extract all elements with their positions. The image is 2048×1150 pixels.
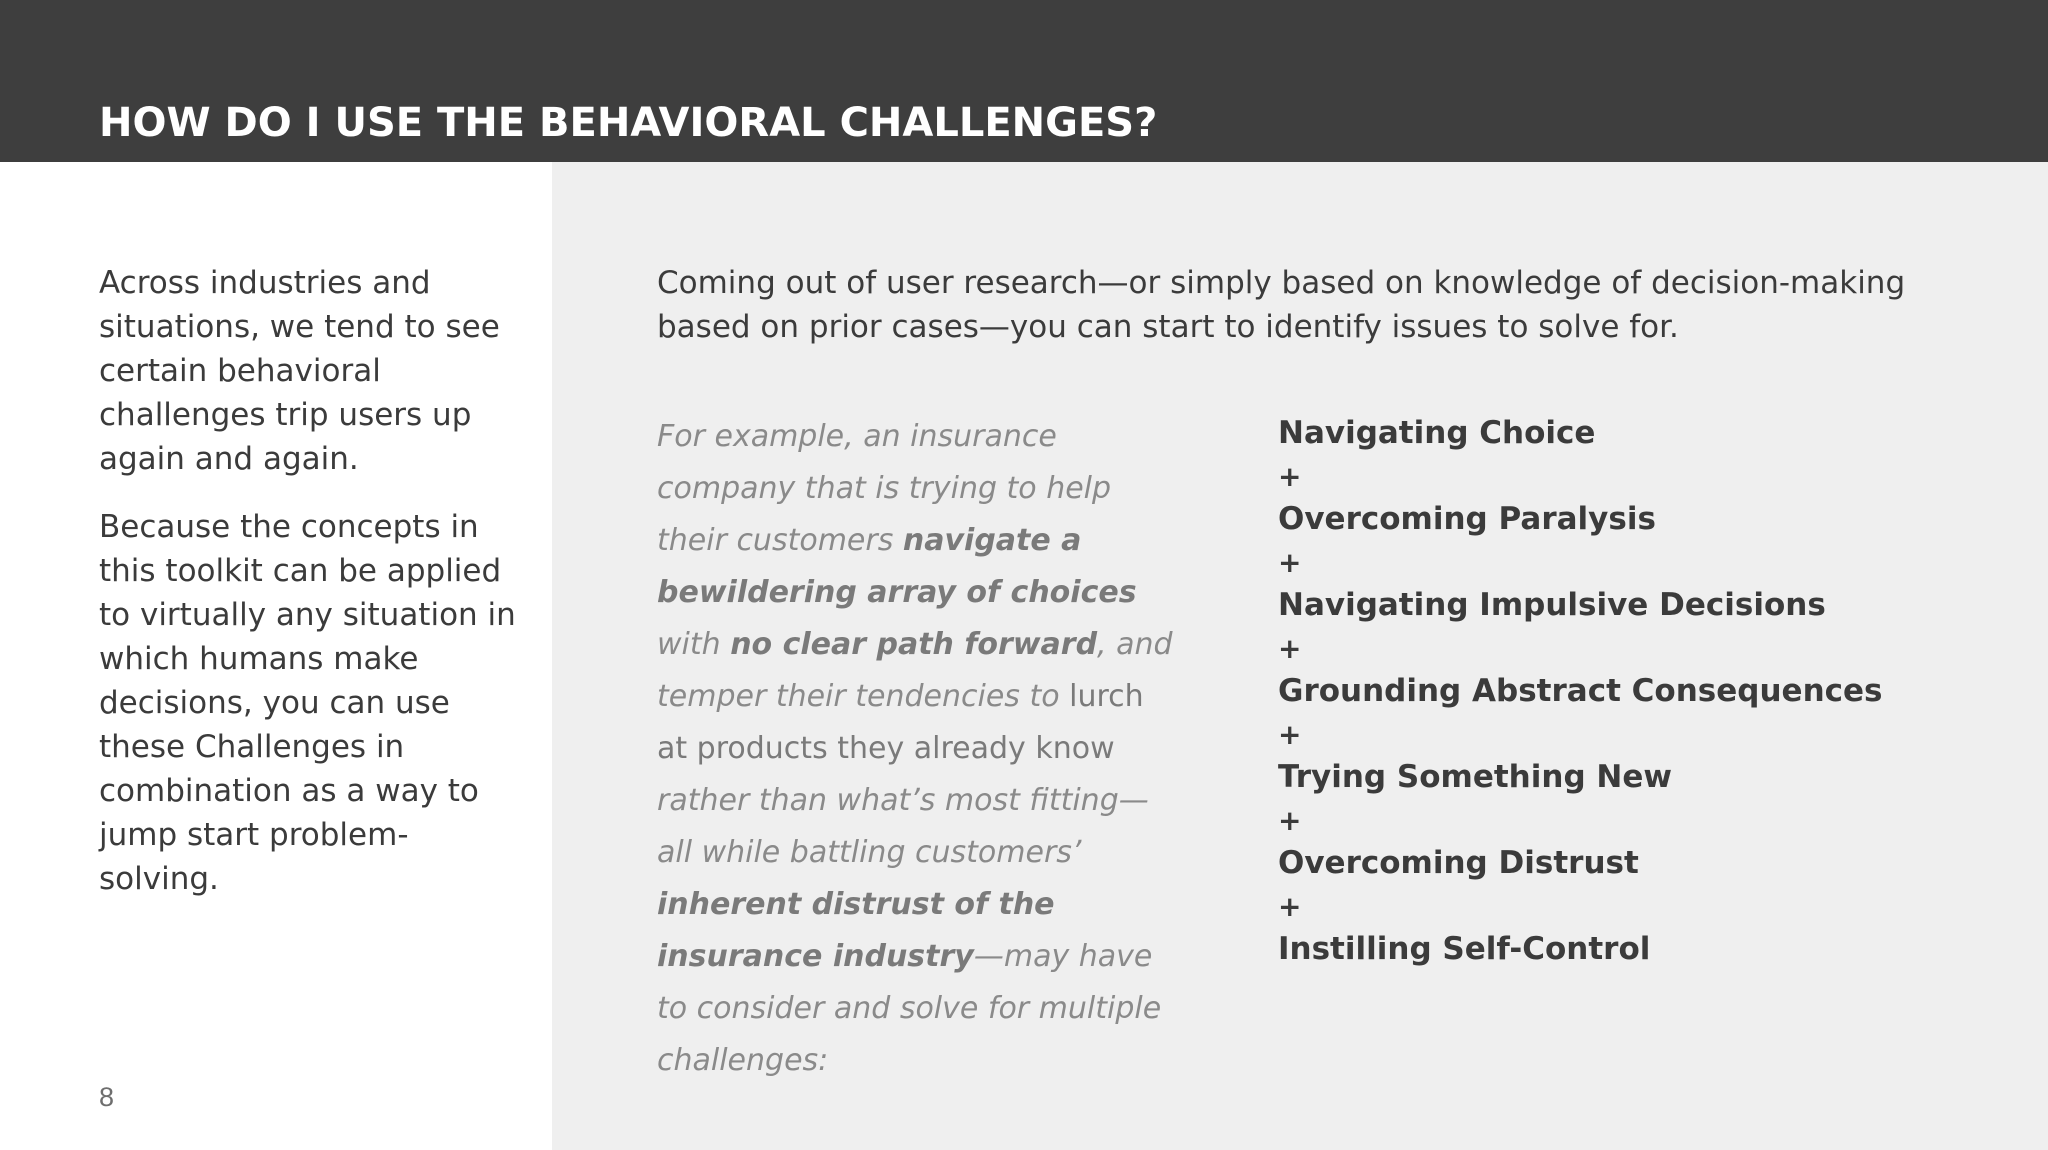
example-segment: —may have to consider and solve for multiple challenges:: [657, 939, 1162, 1078]
challenge-item: Instilling Self-Control: [1278, 931, 1651, 967]
challenge-item: Overcoming Paralysis: [1278, 501, 1656, 537]
left-column: [99, 261, 519, 925]
plus-separator: +: [1278, 890, 1302, 923]
example-segment: For example, an insurance company that is trying to help their customers: [657, 419, 1112, 558]
challenge-item: Navigating Impulsive Decisions: [1278, 587, 1826, 623]
left-paragraph-2: Because the concepts in this toolkit can be applied to virtually any situation in which humans make decisions, you can use these Challenges in combination as a way to jump start problem-solving.: [99, 509, 516, 897]
example-upright: lurch at products they already know: [657, 679, 1144, 766]
intro-text: Coming out of user research—or simply based on knowledge of decision-making based on prior cases—you can start to identify issues to solve for.: [657, 265, 1906, 345]
example-segment: rather than what’s most fitting—all while battling customers’: [657, 783, 1149, 870]
example-segment: , and temper their tendencies to: [657, 627, 1173, 714]
plus-separator: +: [1278, 718, 1302, 751]
plus-separator: +: [1278, 804, 1302, 837]
example-emphasis: inherent distrust of the insurance industry: [657, 887, 1055, 974]
challenge-item: Overcoming Distrust: [1278, 845, 1639, 881]
plus-separator: +: [1278, 546, 1302, 579]
challenge-list: [1278, 412, 1978, 971]
example-emphasis: navigate a bewildering array of choices: [657, 523, 1137, 610]
challenge-item: Trying Something New: [1278, 759, 1673, 795]
left-paragraph-1: Across industries and situations, we tend to see certain behavioral challenges trip users up again and again.: [99, 265, 500, 477]
page-title: HOW DO I USE THE BEHAVIORAL CHALLENGES?: [99, 100, 1158, 146]
plus-separator: +: [1278, 460, 1302, 493]
challenge-item: Grounding Abstract Consequences: [1278, 673, 1883, 709]
example-emphasis: no clear path forward: [730, 627, 1098, 662]
example-segment: with: [657, 627, 731, 662]
plus-separator: +: [1278, 632, 1302, 665]
page-number: 8: [99, 1082, 115, 1112]
example-text: [657, 411, 1177, 1087]
challenge-item: Navigating Choice: [1278, 415, 1596, 451]
